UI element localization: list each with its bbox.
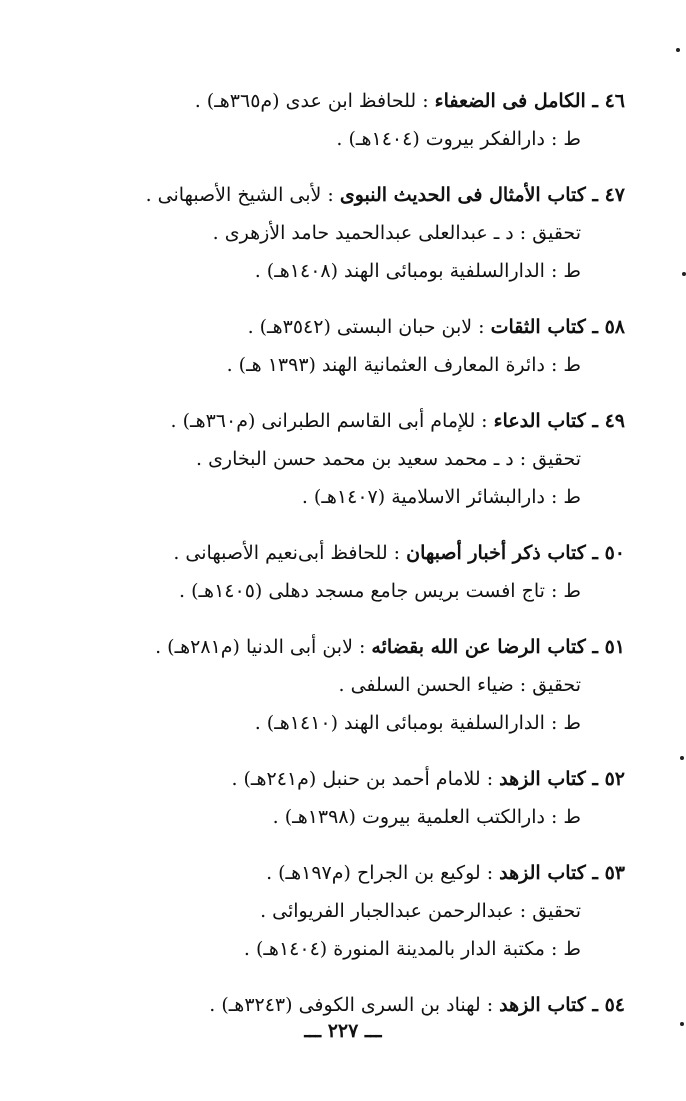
entry-54: ٥٤ ـ كتاب الزهد : لهناد بن السرى الكوفى (٣٢٤٣هـ) . xyxy=(209,994,625,1016)
entry-47: ٤٧ ـ كتاب الأمثال فى الحديث النبوى : لأبى الشيخ الأصبهانى . تحقيق : د ـ عبدالعلى عبدالحميد حامد الأزهرى . ط : الدارالسلفية بومبائى الهند (١٤٠٨هـ) . xyxy=(100,176,625,290)
entry-number: ٥٤ xyxy=(604,994,625,1016)
entry-author: : للحافظ أبى‌نعيم الأصبهانى . xyxy=(173,542,407,564)
entry-51: ٥١ ـ كتاب الرضا عن الله بقضائه : لابن أبى الدنيا (م٢٨١هـ) . تحقيق : ضياء الحسن السلفى . ط : الدارالسلفية بومبائى الهند (١٤١٠هـ) . xyxy=(100,628,625,742)
entry-author: : لأبى الشيخ الأصبهانى . xyxy=(145,184,340,206)
entry-detail: ط : تاج افست بريس جامع مسجد دهلى (١٤٠٥هـ) . xyxy=(179,580,581,602)
entry-number: ٥٨ xyxy=(604,316,625,338)
entry-title: الكامل فى الضعفاء xyxy=(434,90,586,112)
entry-detail: تحقيق : عبدالرحمن عبدالجبار الفريوائى . xyxy=(260,900,581,922)
entry-detail: تحقيق : ضياء الحسن السلفى . xyxy=(338,674,581,696)
entry-title: كتاب الأمثال فى الحديث النبوى xyxy=(339,184,586,206)
entry-49: ٤٩ ـ كتاب الدعاء : للإمام أبى القاسم الطبرانى (م٣٦٠هـ) . تحقيق : د ـ محمد سعيد بن محمد حسن البخارى . ط : دارالبشائر الاسلامية (١٤٠٧هـ) . xyxy=(100,402,625,516)
entry-detail: ط : الدارالسلفية بومبائى الهند (١٤٠٨هـ) . xyxy=(254,260,581,282)
entry-number: ٥٠ xyxy=(604,542,625,564)
entry-title: كتاب الثقات xyxy=(490,316,586,338)
entry-title: كتاب الزهد xyxy=(499,768,586,790)
entry-author: : لابن أبى الدنيا (م٢٨١هـ) . xyxy=(155,636,372,658)
entry-46: ٤٦ ـ الكامل فى الضعفاء : للحافظ ابن عدى (م٣٦٥هـ) . ط : دارالفكر بيروت (١٤٠٤هـ) . xyxy=(100,82,625,158)
entry-title: كتاب الدعاء xyxy=(493,410,586,432)
entry-number: ٥٢ xyxy=(604,768,625,790)
entry-author: : لابن حبان البستى (٣٥٤٢هـ) . xyxy=(247,316,491,338)
scan-speck xyxy=(680,1022,684,1026)
entry-detail: ط : الدارالسلفية بومبائى الهند (١٤١٠هـ) . xyxy=(254,712,581,734)
scan-speck xyxy=(682,272,686,276)
entry-number: ٤٧ xyxy=(604,184,625,206)
entry-number: ٥١ xyxy=(604,636,625,658)
entry-author: : لوكيع بن الجراح (م١٩٧هـ) . xyxy=(266,862,500,884)
entry-title: كتاب ذكر أخبار أصبهان xyxy=(406,542,586,564)
entry-detail: ط : دارالبشائر الاسلامية (١٤٠٧هـ) . xyxy=(301,486,581,508)
entry-author: : للحافظ ابن عدى (م٣٦٥هـ) . xyxy=(194,90,435,112)
entry-number: ٤٩ xyxy=(604,410,625,432)
entry-53: ٥٣ ـ كتاب الزهد : لوكيع بن الجراح (م١٩٧هـ) . تحقيق : عبدالرحمن عبدالجبار الفريوائى . ط : مكتبة الدار بالمدينة المنورة (١٤٠٤هـ) . xyxy=(100,854,625,968)
entry-number: ٤٦ xyxy=(604,90,625,112)
entry-detail: ط : دارالفكر بيروت (١٤٠٤هـ) . xyxy=(336,128,581,150)
scan-speck xyxy=(680,756,684,760)
scan-speck xyxy=(676,48,680,52)
entry-detail: ط : دائرة المعارف العثمانية الهند (١٣٩٣ هـ) . xyxy=(226,354,581,376)
entry-50: ٥٠ ـ كتاب ذكر أخبار أصبهان : للحافظ أبى‌نعيم الأصبهانى . ط : تاج افست بريس جامع مسجد دهلى (١٤٠٥هـ) . xyxy=(100,534,625,610)
entry-title: كتاب الزهد xyxy=(499,862,586,884)
entry-58: ٥٨ ـ كتاب الثقات : لابن حبان البستى (٣٥٤٢هـ) . ط : دائرة المعارف العثمانية الهند (١٣٩٣ هـ) . xyxy=(100,308,625,384)
entry-detail: تحقيق : د ـ عبدالعلى عبدالحميد حامد الأزهرى . xyxy=(212,222,581,244)
entry-detail: تحقيق : د ـ محمد سعيد بن محمد حسن البخارى . xyxy=(195,448,581,470)
entry-author: : للإمام أبى القاسم الطبرانى (م٣٦٠هـ) . xyxy=(170,410,494,432)
entry-detail: ط : دارالكتب العلمية بيروت (١٣٩٨هـ) . xyxy=(272,806,581,828)
page-number: ـــ ٢٢٧ ـــ xyxy=(304,1020,382,1042)
entry-title: كتاب الرضا عن الله بقضائه xyxy=(371,636,586,658)
entry-author: : للامام أحمد بن حنبل (م٢٤١هـ) . xyxy=(231,768,500,790)
entry-detail: ط : مكتبة الدار بالمدينة المنورة (١٤٠٤هـ) . xyxy=(243,938,581,960)
entry-number: ٥٣ xyxy=(604,862,625,884)
entry-title: كتاب الزهد xyxy=(499,994,586,1016)
entry-author: : لهناد بن السرى الكوفى (٣٢٤٣هـ) . xyxy=(209,994,500,1016)
entry-52: ٥٢ ـ كتاب الزهد : للامام أحمد بن حنبل (م٢٤١هـ) . ط : دارالكتب العلمية بيروت (١٣٩٨هـ) . xyxy=(100,760,625,836)
bibliography-list xyxy=(100,82,625,1042)
